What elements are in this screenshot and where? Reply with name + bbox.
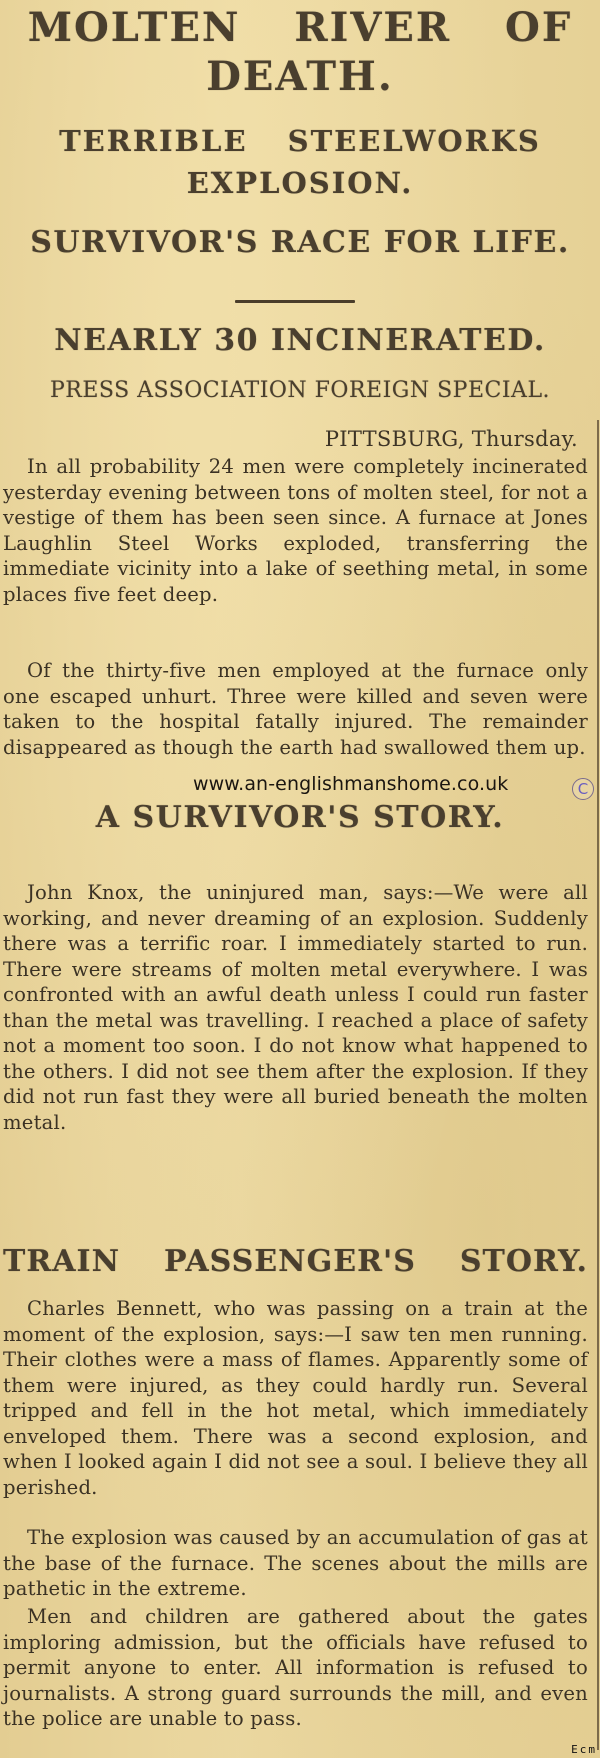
headline-main-line1: MOLTEN RIVER OF [27, 4, 573, 51]
article-paragraph-1 [3, 454, 588, 607]
watermark-link: www.an-englishmanshome.co.uk [193, 773, 509, 795]
dateline: PITTSBURG, Thursday. [324, 427, 578, 451]
subheadline-1-line2: EXPLOSION. [186, 166, 414, 200]
headline-main-line2: DEATH. [206, 53, 394, 100]
copyright-glyph: C [577, 780, 589, 798]
corner-mark: Ecm [571, 1743, 597, 1756]
gates-paragraph [3, 1604, 588, 1732]
paragraph-text: John Knox, the uninjured man, says:—We were all working, and never dreaming of an explosion. Suddenly there was a terrific roar. I immediately started to run. There were streams of molten metal everywhere. I was confronted with an awful death unless I could run faster than the metal was travelling. I reached a place of safety not a moment too soon. I do not know what happened to the others. I did not see them after the explosion. If they did not run fast they were all buried beneath the molten metal. [3, 881, 588, 1134]
column-rule [597, 420, 599, 1750]
paragraph-text: Charles Bennett, who was passing on a train at the moment of the explosion, says:—I saw ten men running. Their clothes were a mass of flames. Apparently some of them were injured, as they could hardly run. Several tripped and fell in the hot metal, which immediately enveloped them. There was a second explosion, and when I looked again I did not see a soul. I believe they all perished. [3, 1297, 588, 1499]
paragraph-text: Of the thirty-five men employed at the furnace only one escaped unhurt. Three were killed and seven were taken to the hospital fatally injured. The remainder disappeared as though the earth had swallowed them up. [3, 659, 588, 759]
divider-rule [235, 300, 355, 303]
cause-paragraph [3, 1525, 588, 1602]
paragraph-text: The explosion was caused by an accumulation of gas at the base of the furnace. The scenes about the mills are pathetic in the extreme. [3, 1526, 588, 1600]
subheadline-1-line1: TERRIBLE STEELWORKS [59, 124, 541, 158]
agency-line: PRESS ASSOCIATION FOREIGN SPECIAL. [49, 378, 551, 403]
paragraph-text: In all probability 24 men were completely incinerated yesterday evening between tons of molten steel, for not a vestige of them has been seen since. A furnace at Jones Laughlin Steel Works exploded, transferring the immediate vicinity into a lake of seething metal, in some places five feet deep. [3, 455, 588, 606]
paragraph-text: Men and children are gathered about the gates imploring admission, but the officials have refused to permit anyone to enter. All information is refused to journalists. A strong guard surrounds the mill, and even the police are unable to pass. [3, 1605, 588, 1730]
survivor-story [3, 880, 588, 1135]
section-heading-train: TRAIN PASSENGER'S STORY. [3, 1244, 588, 1279]
section-heading-survivor: A SURVIVOR'S STORY. [95, 800, 505, 835]
train-passenger-story [3, 1296, 588, 1500]
copyright-icon [572, 778, 594, 800]
subheadline-3: NEARLY 30 INCINERATED. [54, 323, 546, 358]
subheadline-2: SURVIVOR'S RACE FOR LIFE. [30, 225, 570, 260]
article-paragraph-2 [3, 658, 588, 760]
